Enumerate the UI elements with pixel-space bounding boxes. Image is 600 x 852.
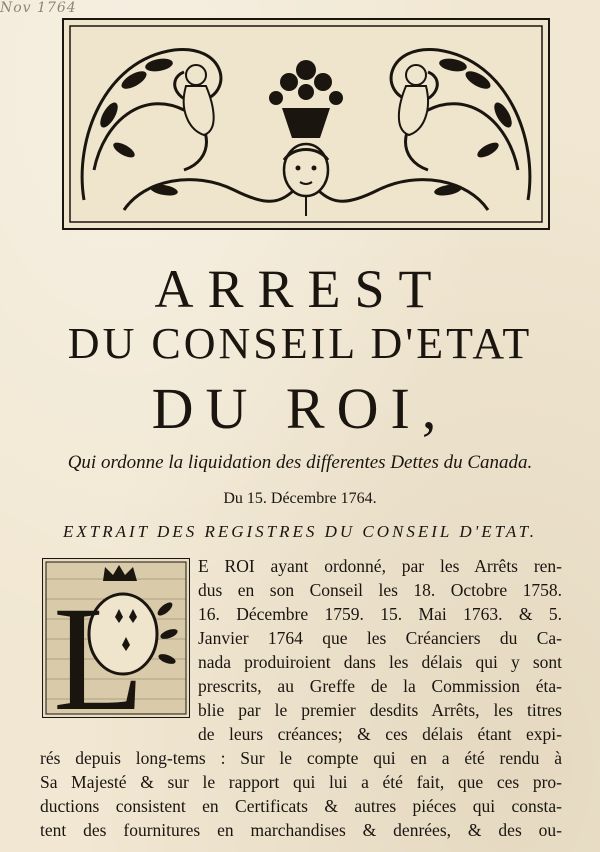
- decorative-headpiece: [62, 18, 550, 230]
- body-line: de leurs créances; & ces délais étant expi-: [198, 724, 562, 744]
- date-line: Du 15. Décembre 1764.: [223, 490, 377, 507]
- body-line: rés depuis long-tems : Sur le compte qui en a été rendu à: [40, 748, 562, 768]
- body-line: blie par le premier desdits Arrêts, les titres: [198, 700, 562, 720]
- title-du-conseil-d-etat: DU CONSEIL D'ETAT: [67, 319, 533, 368]
- body-line: ductions consistent en Certificats & autres piéces qui consta-: [40, 796, 562, 816]
- body-line: Sa Majesté & sur le rapport qui lui a été fait, que ces pro-: [40, 772, 562, 792]
- title-arrest: ARREST: [154, 259, 446, 319]
- dropcap-engraving: [43, 559, 189, 717]
- dropcap-letter: L: [53, 576, 145, 717]
- body-line: E ROI ayant ordonné, par les Arrêts ren-: [198, 556, 562, 576]
- body-line: nada produiroient dans les délais qui y sont: [198, 652, 562, 672]
- body-line: prescrits, au Greffe de la Commission éta-: [198, 676, 562, 696]
- title-du-roi: DU ROI,: [151, 376, 449, 441]
- handwritten-corner-note: Nov 1764: [0, 0, 77, 16]
- headpiece-engraving: [64, 20, 548, 228]
- extract-heading: EXTRAIT DES REGISTRES DU CONSEIL D'ETAT.: [62, 522, 538, 541]
- body-line: Janvier 1764 que les Créanciers du Ca-: [198, 628, 562, 648]
- subtitle-qui-ordonne: Qui ordonne la liquidation des differentes Dettes du Canada.: [67, 452, 533, 473]
- body-line: 16. Décembre 1759. 15. Mai 1763. & 5.: [198, 604, 562, 624]
- body-line: dus en son Conseil les 18. Octobre 1758.: [198, 580, 562, 600]
- body-line: tent des fournitures en marchandises & denrées, & des ou-: [40, 820, 562, 840]
- ornamental-dropcap: [42, 558, 190, 718]
